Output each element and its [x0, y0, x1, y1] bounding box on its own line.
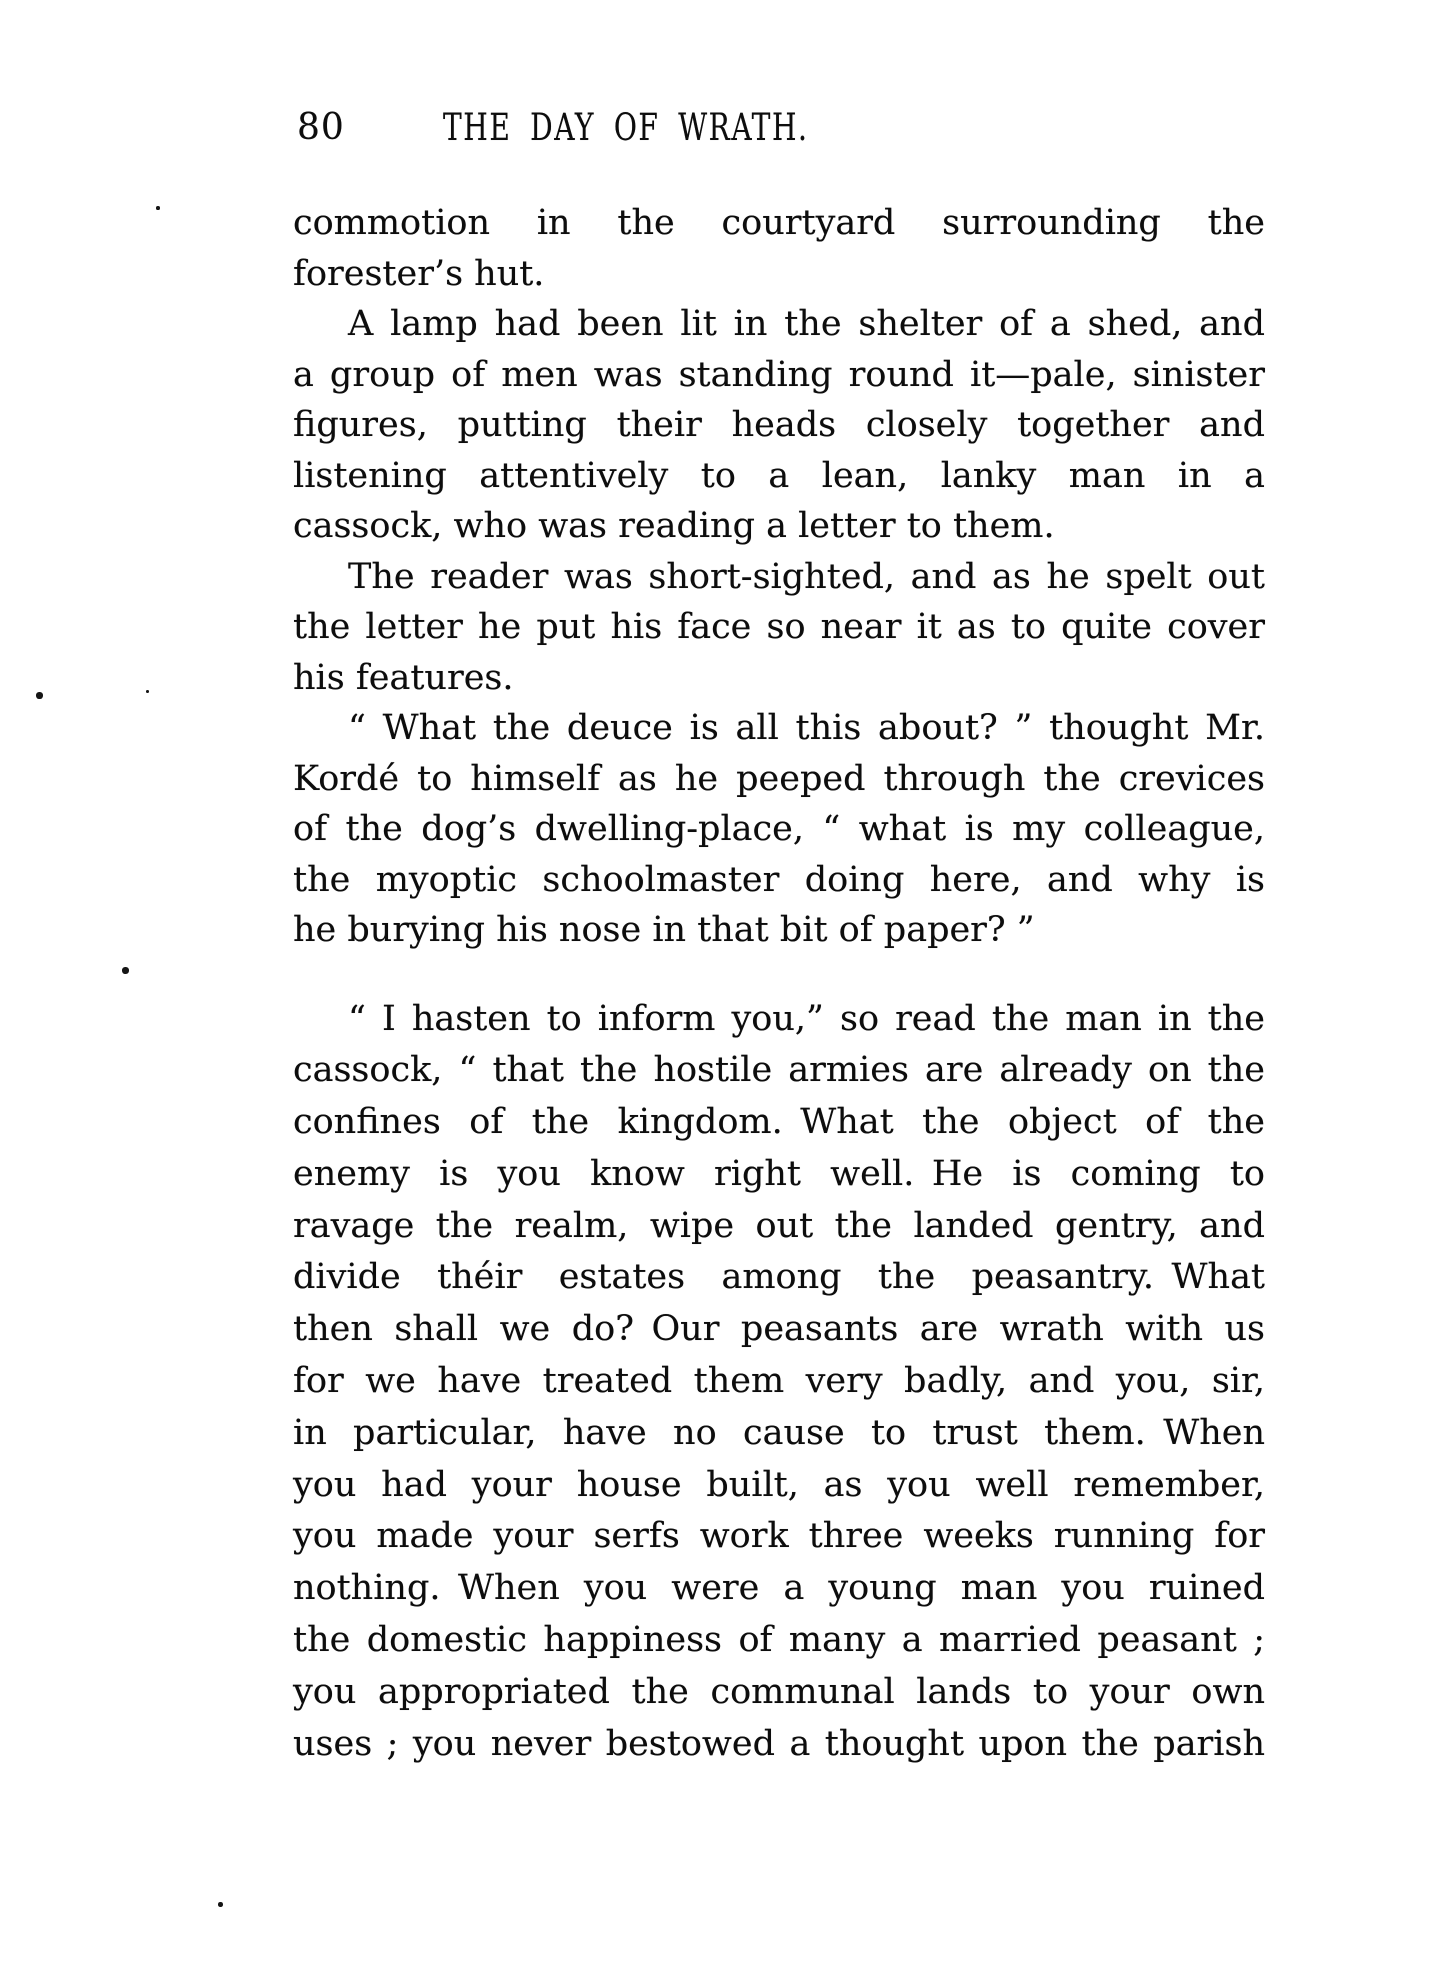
paragraph-block — [293, 198, 1265, 956]
text-line: his features. — [293, 657, 514, 698]
text-line: A lamp had been lit in the shelter of a shed, and — [348, 304, 1265, 344]
text-line: ravage the realm, wipe out the landed gentry, and — [293, 1205, 1265, 1246]
text-line: Kordé to himself as he peeped through the crevices — [293, 758, 1265, 799]
text-line: nothing. When you were a young man you ruined — [293, 1568, 1265, 1609]
ink-speck — [36, 692, 43, 699]
text-line: then shall we do? Our peasants are wrath with us — [293, 1309, 1265, 1350]
page-number: 80 — [297, 107, 345, 148]
text-line: divide théir estates among the peasantry. What — [293, 1257, 1265, 1298]
text-line: uses ; you never bestowed a thought upon the parish — [293, 1723, 1265, 1764]
ink-speck — [218, 1902, 223, 1907]
text-line: forester’s hut. — [293, 253, 545, 294]
paragraph-block — [293, 994, 1265, 1771]
text-line: cassock, “ that the hostile armies are already on the — [293, 1050, 1265, 1091]
text-column — [293, 198, 1265, 1770]
ink-speck — [146, 690, 149, 693]
text-line: for we have treated them very badly, and you, sir, — [293, 1361, 1265, 1402]
text-line: the domestic happiness of many a married peasant ; — [293, 1620, 1265, 1661]
text-line: you had your house built, as you well remember, — [293, 1464, 1265, 1505]
running-title: THE DAY OF WRATH. — [443, 106, 809, 149]
text-line: in particular, have no cause to trust them. When — [293, 1412, 1265, 1453]
ink-speck — [156, 206, 160, 210]
text-line: the myoptic schoolmaster doing here, and why is — [293, 859, 1265, 900]
text-line: cassock, who was reading a letter to them. — [293, 506, 1055, 546]
text-line: of the dog’s dwelling-place, “ what is my colleague, — [293, 809, 1265, 849]
text-line: “ I hasten to inform you,” so read the man in the — [348, 998, 1265, 1039]
text-line: commotion in the courtyard surrounding the — [293, 203, 1265, 243]
text-line: “ What the deuce is all this about? ” thought Mr. — [348, 708, 1265, 748]
text-line: The reader was short-sighted, and as he spelt out — [348, 556, 1265, 597]
text-line: a group of men was standing round it—pale, sinister — [293, 354, 1265, 395]
text-line: you made your serfs work three weeks running for — [293, 1516, 1265, 1557]
text-line: confines of the kingdom. What the object of the — [293, 1102, 1265, 1143]
text-line: figures, putting their heads closely together and — [293, 405, 1265, 445]
text-line: listening attentively to a lean, lanky man in a — [293, 455, 1265, 496]
text-line: you appropriated the communal lands to your own — [293, 1671, 1265, 1712]
text-line: the letter he put his face so near it as to quite cover — [293, 607, 1265, 647]
ink-speck — [122, 967, 129, 974]
text-line: enemy is you know right well. He is coming to — [293, 1153, 1265, 1194]
text-line: he burying his nose in that bit of paper? ” — [293, 910, 1035, 950]
